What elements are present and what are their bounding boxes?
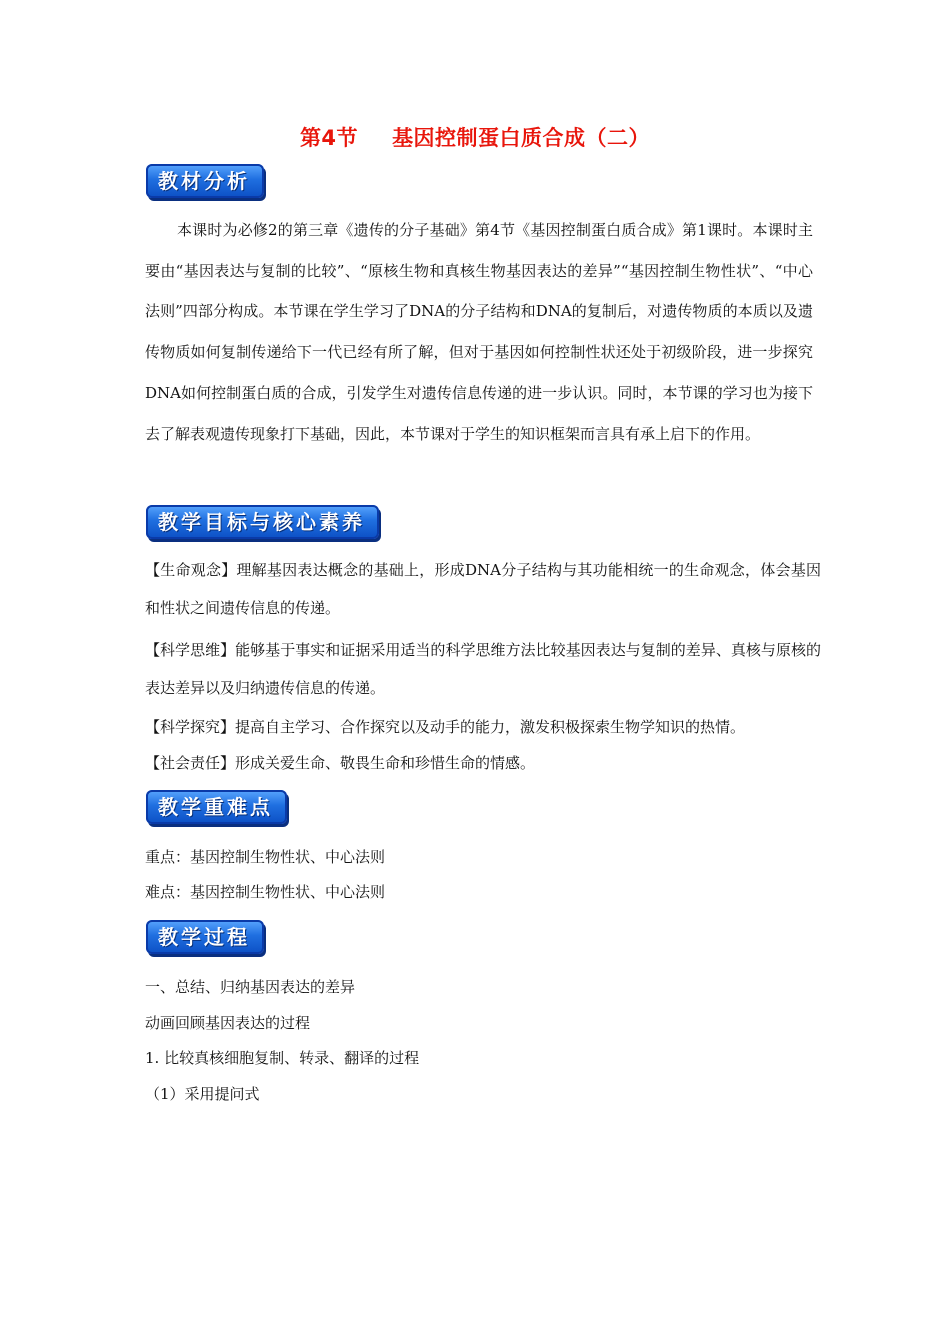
process-line-1: 一、总结、归纳基因表达的差异 — [145, 978, 356, 996]
title-name: 基因控制蛋白质合成（二） — [392, 126, 651, 150]
section-heading-analysis: 教材分析 — [146, 164, 264, 198]
title-section-number: 第4节 — [299, 126, 359, 150]
difficult-point-line: 难点：基因控制生物性状、中心法则 — [145, 883, 386, 901]
section-heading-keypoints: 教学重难点 — [146, 790, 287, 824]
goal-item-social-responsibility: 【社会责任】形成关爱生命、敬畏生命和珍惜生命的情感。 — [145, 754, 536, 772]
goal-item-scientific-inquiry: 【科学探究】提高自主学习、合作探究以及动手的能力，激发积极探索生物学知识的热情。 — [145, 718, 746, 736]
goal-item-scientific-thinking: 【科学思维】能够基于事实和证据采用适当的科学思维方法比较基因表达与复制的差异、真核与原核的表达差异以及归纳遗传信息的传递。 — [145, 641, 821, 697]
section-heading-goals: 教学目标与核心素养 — [146, 505, 379, 539]
key-point-line: 重点：基因控制生物性状、中心法则 — [145, 848, 386, 866]
page-title — [0, 122, 950, 152]
process-line-3: 1. 比较真核细胞复制、转录、翻译的过程 — [145, 1049, 420, 1067]
goal-item-life-concept: 【生命观念】理解基因表达概念的基础上，形成DNA分子结构与其功能相统一的生命观念，体会基因和性状之间遗传信息的传递。 — [145, 561, 821, 617]
process-line-2: 动画回顾基因表达的过程 — [145, 1014, 311, 1032]
process-line-4: （1）采用提问式 — [145, 1085, 260, 1103]
section-heading-process: 教学过程 — [146, 920, 264, 954]
analysis-paragraph: 本课时为必修2的第三章《遗传的分子基础》第4节《基因控制蛋白质合成》第1课时。本课时主要由“基因表达与复制的比较”、“原核生物和真核生物基因表达的差异”“基因控制生物性状”、“中心法则”四部分构成。本节课在学生学习了DNA的分子结构和DNA的复制后，对遗传物质的本质以及遗传物质如何复制传递给下一代已经有所了解，但对于基因如何控制性状还处于初级阶段，进一步探究DNA如何控制蛋白质的合成，引发学生对遗传信息传递的进一步认识。同时，本节课的学习也为接下去了解表观遗传现象打下基础，因此，本节课对于学生的知识框架而言具有承上启下的作用。 — [145, 221, 813, 443]
